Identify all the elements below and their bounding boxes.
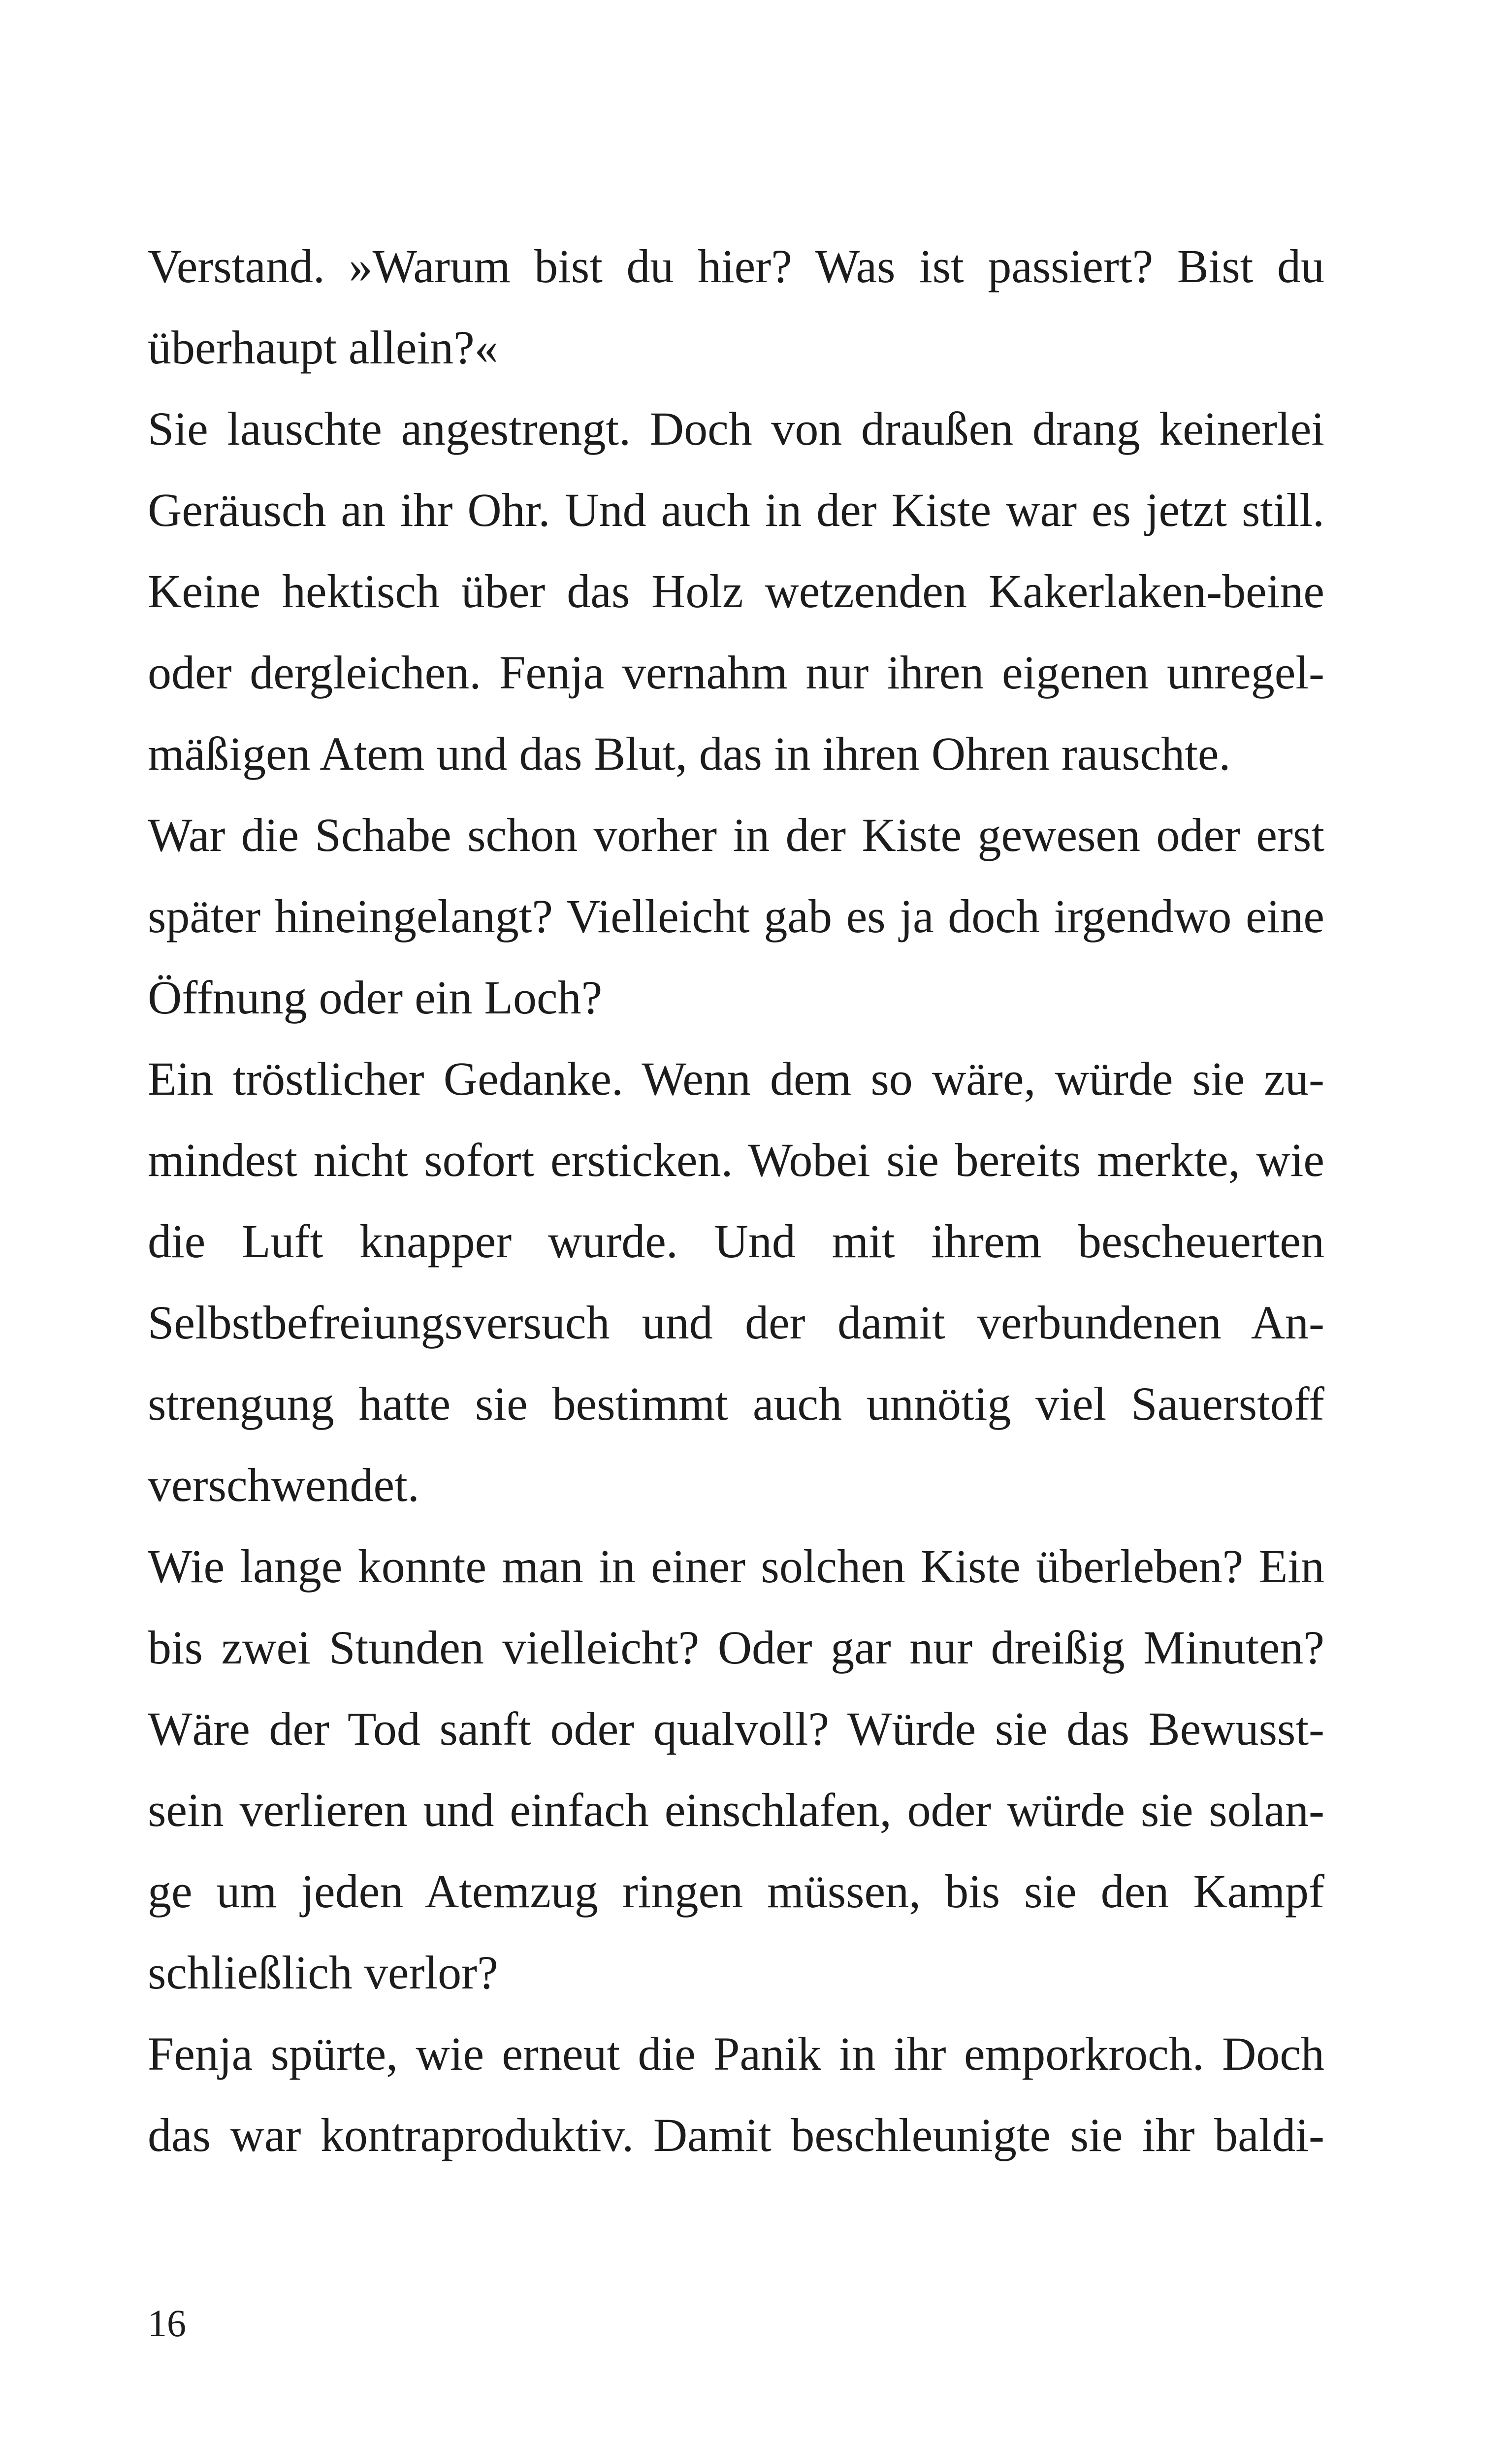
text-line: Ein tröstlicher Gedanke. Wenn dem so wäre, würde sie zu- (148, 1052, 1324, 1105)
text-line: Keine hektisch über das Holz wetzenden Kakerlaken-beine (148, 565, 1324, 618)
text-line: überhaupt allein?« (148, 321, 498, 374)
text-line: das war kontraproduktiv. Damit beschleunigte sie ihr baldi- (148, 2109, 1324, 2161)
text-line: sein verlieren und einfach einschlafen, oder würde sie solan- (148, 1784, 1324, 1836)
text-line: War die Schabe schon vorher in der Kiste gewesen oder erst (148, 809, 1324, 861)
text-line: strengung hatte sie bestimmt auch unnötig viel Sauerstoff (148, 1377, 1324, 1430)
text-line: Geräusch an ihr Ohr. Und auch in der Kiste war es jetzt still. (148, 484, 1324, 536)
text-line: verschwendet. (148, 1459, 419, 1511)
text-line: Sie lauschte angestrengt. Doch von draußen drang keinerlei (148, 402, 1324, 455)
text-line: Öffnung oder ein Loch? (148, 971, 603, 1024)
text-line: Verstand. »Warum bist du hier? Was ist passiert? Bist du (148, 240, 1324, 293)
text-line: Wäre der Tod sanft oder qualvoll? Würde sie das Bewusst- (148, 1702, 1324, 1755)
text-line: ge um jeden Atemzug ringen müssen, bis sie den Kampf (148, 1865, 1324, 1918)
text-line: später hineingelangt? Vielleicht gab es ja doch irgendwo eine (148, 890, 1324, 943)
text-line: mäßigen Atem und das Blut, das in ihren Ohren rauschte. (148, 727, 1231, 780)
body-text (148, 226, 1324, 2176)
text-line: mindest nicht sofort ersticken. Wobei sie bereits merkte, wie (148, 1134, 1324, 1186)
text-line: die Luft knapper wurde. Und mit ihrem bescheuerten (148, 1215, 1324, 1268)
text-line: schließlich verlor? (148, 1946, 498, 1999)
text-line: bis zwei Stunden vielleicht? Oder gar nur dreißig Minuten? (148, 1621, 1324, 1674)
text-line: Fenja spürte, wie erneut die Panik in ihr emporkroch. Doch (148, 2027, 1324, 2080)
text-line: Wie lange konnte man in einer solchen Kiste überleben? Ein (148, 1540, 1324, 1593)
text-line: oder dergleichen. Fenja vernahm nur ihren eigenen unregel- (148, 646, 1324, 699)
text-line: Selbstbefreiungsversuch und der damit verbundenen An- (148, 1296, 1324, 1349)
page-number: 16 (148, 2302, 186, 2345)
